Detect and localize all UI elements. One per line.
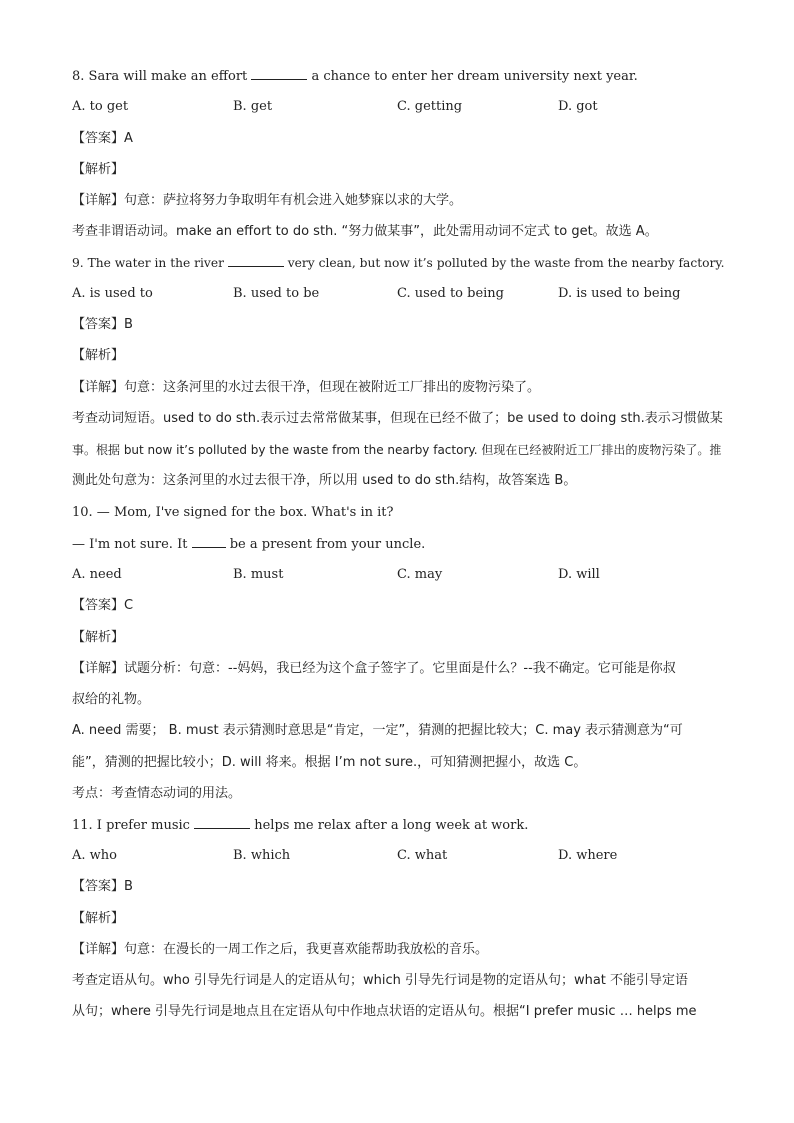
option-b: B. get xyxy=(233,99,273,114)
question-9-options xyxy=(72,284,732,304)
option-a: A. is used to xyxy=(72,286,153,301)
option-c: C. used to being xyxy=(397,286,504,301)
answer-blank xyxy=(251,66,307,80)
answer-label: 【答案】A xyxy=(72,131,133,146)
option-a: A. who xyxy=(72,848,117,863)
stem-text: very clean, but now it’s polluted by the waste from the nearby factory. xyxy=(283,256,725,270)
detail-line: 【详解】句意：在漫长的一周工作之后，我更喜欢能帮助我放松的音乐。 xyxy=(72,942,489,957)
answer-blank xyxy=(228,253,284,267)
stem-text: 11. I prefer music xyxy=(72,818,195,833)
analysis-label: 【解析】 xyxy=(72,162,125,177)
analysis-label: 【解析】 xyxy=(72,348,125,363)
stem-text: 8. Sara will make an effort xyxy=(72,69,252,84)
explanation-line: 测此处句意为：这条河里的水过去很干净，所以用 used to do sth.结构，故答案选 B。 xyxy=(72,473,577,488)
detail-line: 【详解】句意：这条河里的水过去很干净，但现在被附近工厂排出的废物污染了。 xyxy=(72,380,541,395)
detail-line: 【详解】句意：萨拉将努力争取明年有机会进入她梦寐以求的大学。 xyxy=(72,193,463,208)
explanation-line: 考查动词短语。used to do sth.表示过去常常做某事，但现在已经不做了；be used to doing sth.表示习惯做某 xyxy=(72,411,723,426)
question-10-dialog-2 xyxy=(72,534,732,554)
answer-label: 【答案】B xyxy=(72,879,133,894)
option-c: C. may xyxy=(397,567,443,582)
question-8-stem xyxy=(72,66,732,86)
kaodian-line: 考点：考查情态动词的用法。 xyxy=(72,786,242,801)
question-10-options xyxy=(72,565,732,585)
option-d: D. is used to being xyxy=(558,286,681,301)
detail-line: 叔给的礼物。 xyxy=(72,692,151,707)
explanation-line: 考查非谓语动词。make an effort to do sth. “努力做某事”，此处需用动词不定式 to get。故选 A。 xyxy=(72,224,658,239)
question-11-stem xyxy=(72,815,732,835)
stem-text: be a present from your uncle. xyxy=(225,537,426,552)
question-11-options xyxy=(72,846,732,866)
explanation-line: 事。根据 but now it’s polluted by the waste from the nearby factory. 但现在已经被附近工厂排出的废物污染了。推 xyxy=(72,443,722,457)
analysis-label: 【解析】 xyxy=(72,911,125,926)
option-a: A. to get xyxy=(72,99,129,114)
explanation-line: A. need 需要； B. must 表示猜测时意思是“肯定，一定”，猜测的把握比较大；C. may 表示猜测意为“可 xyxy=(72,723,683,738)
option-a: A. need xyxy=(72,567,122,582)
option-b: B. must xyxy=(233,567,284,582)
explanation-line: 能”，猜测的把握比较小；D. will 将来。根据 I’m not sure.，可知猜测把握小，故选 C。 xyxy=(72,755,587,770)
explanation-line: 从句；where 引导先行词是地点且在定语从句中作地点状语的定语从句。根据“I prefer music … helps me xyxy=(72,1004,697,1019)
option-d: D. will xyxy=(558,567,600,582)
explanation-line: 考查定语从句。who 引导先行词是人的定语从句；which 引导先行词是物的定语从句；what 不能引导定语 xyxy=(72,973,689,988)
analysis-label: 【解析】 xyxy=(72,630,125,645)
detail-line: 【详解】试题分析：句意：--妈妈，我已经为这个盒子签字了。它里面是什么？--我不确定。它可能是你叔 xyxy=(72,661,676,676)
question-10-dialog-1: 10. — Mom, I've signed for the box. What's in it? xyxy=(72,505,394,520)
answer-label: 【答案】C xyxy=(72,598,134,613)
option-d: D. where xyxy=(558,848,618,863)
question-8-options xyxy=(72,97,732,117)
option-c: C. what xyxy=(397,848,448,863)
answer-label: 【答案】B xyxy=(72,317,133,332)
option-c: C. getting xyxy=(397,99,463,114)
option-b: B. which xyxy=(233,848,291,863)
stem-text: 9. The water in the river xyxy=(72,256,228,270)
stem-text: a chance to enter her dream university next year. xyxy=(307,69,638,84)
option-b: B. used to be xyxy=(233,286,320,301)
stem-text: — I'm not sure. It xyxy=(72,537,192,552)
question-9-stem xyxy=(72,253,732,273)
option-d: D. got xyxy=(558,99,598,114)
stem-text: helps me relax after a long week at work. xyxy=(250,818,529,833)
answer-blank xyxy=(194,815,250,829)
answer-blank xyxy=(192,534,226,548)
